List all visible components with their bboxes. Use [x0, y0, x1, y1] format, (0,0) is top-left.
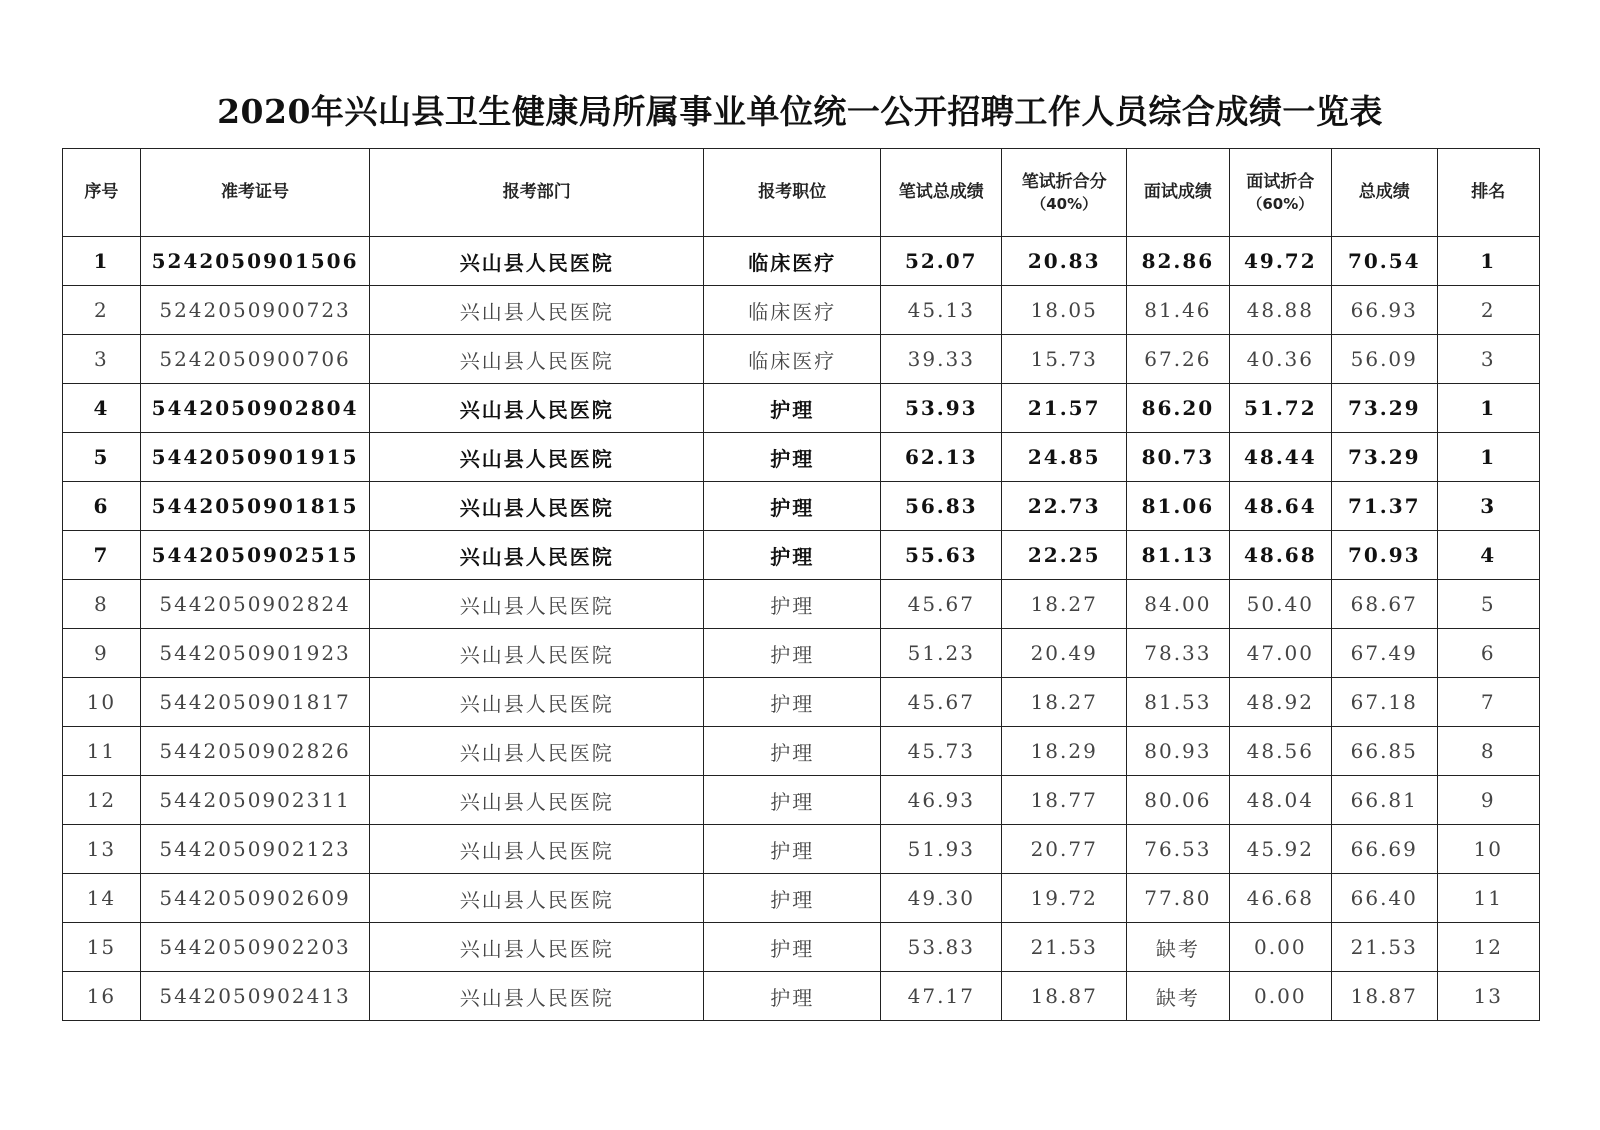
header-written-weighted-label: 笔试折合分	[1021, 171, 1107, 192]
cell-position: 护理	[704, 580, 881, 629]
cell-written-weighted: 21.53	[1002, 923, 1127, 972]
cell-exam-id: 5442050902609	[140, 874, 369, 923]
cell-written-total: 45.73	[881, 727, 1002, 776]
header-interview-weighted-pct: （60%）	[1247, 194, 1314, 213]
cell-department: 兴山县人民医院	[370, 384, 704, 433]
cell-position: 护理	[704, 433, 881, 482]
table-row	[63, 433, 1540, 482]
header-interview-weighted	[1229, 149, 1331, 237]
cell-total: 71.37	[1332, 482, 1438, 531]
cell-interview: 81.06	[1127, 482, 1229, 531]
table-row	[63, 678, 1540, 727]
cell-department: 兴山县人民医院	[370, 825, 704, 874]
header-written-weighted-pct: （40%）	[1031, 194, 1098, 213]
cell-position: 护理	[704, 727, 881, 776]
cell-interview: 76.53	[1127, 825, 1229, 874]
cell-written-total: 52.07	[881, 237, 1002, 286]
cell-seq: 10	[63, 678, 141, 727]
cell-total: 56.09	[1332, 335, 1438, 384]
cell-department: 兴山县人民医院	[370, 482, 704, 531]
cell-interview: 86.20	[1127, 384, 1229, 433]
cell-written-weighted: 19.72	[1002, 874, 1127, 923]
table-row	[63, 335, 1540, 384]
cell-total: 66.93	[1332, 286, 1438, 335]
cell-interview-weighted: 51.72	[1229, 384, 1331, 433]
header-written-weighted	[1002, 149, 1127, 237]
cell-seq: 6	[63, 482, 141, 531]
cell-rank: 9	[1437, 776, 1539, 825]
cell-written-total: 45.67	[881, 580, 1002, 629]
cell-total: 67.49	[1332, 629, 1438, 678]
cell-exam-id: 5442050901817	[140, 678, 369, 727]
cell-position: 护理	[704, 482, 881, 531]
cell-department: 兴山县人民医院	[370, 629, 704, 678]
cell-position: 临床医疗	[704, 335, 881, 384]
cell-interview-weighted: 49.72	[1229, 237, 1331, 286]
cell-position: 护理	[704, 531, 881, 580]
cell-total: 70.93	[1332, 531, 1438, 580]
cell-written-weighted: 18.27	[1002, 580, 1127, 629]
cell-written-weighted: 15.73	[1002, 335, 1127, 384]
cell-exam-id: 5442050902203	[140, 923, 369, 972]
cell-department: 兴山县人民医院	[370, 580, 704, 629]
cell-interview: 82.86	[1127, 237, 1229, 286]
cell-seq: 15	[63, 923, 141, 972]
cell-written-total: 51.23	[881, 629, 1002, 678]
cell-written-total: 51.93	[881, 825, 1002, 874]
cell-total: 70.54	[1332, 237, 1438, 286]
cell-interview-weighted: 48.44	[1229, 433, 1331, 482]
cell-seq: 11	[63, 727, 141, 776]
cell-rank: 1	[1437, 433, 1539, 482]
cell-seq: 7	[63, 531, 141, 580]
cell-written-total: 45.67	[881, 678, 1002, 727]
header-interview-weighted-label: 面试折合	[1246, 171, 1315, 192]
cell-interview: 缺考	[1127, 972, 1229, 1021]
table-body	[63, 237, 1540, 1021]
cell-interview: 缺考	[1127, 923, 1229, 972]
cell-written-total: 62.13	[881, 433, 1002, 482]
cell-written-weighted: 18.29	[1002, 727, 1127, 776]
cell-seq: 12	[63, 776, 141, 825]
cell-interview-weighted: 40.36	[1229, 335, 1331, 384]
cell-position: 护理	[704, 629, 881, 678]
cell-interview-weighted: 0.00	[1229, 923, 1331, 972]
table-row	[63, 629, 1540, 678]
cell-written-weighted: 18.27	[1002, 678, 1127, 727]
cell-written-weighted: 22.73	[1002, 482, 1127, 531]
cell-total: 68.67	[1332, 580, 1438, 629]
table-row	[63, 923, 1540, 972]
cell-rank: 12	[1437, 923, 1539, 972]
cell-seq: 16	[63, 972, 141, 1021]
cell-rank: 7	[1437, 678, 1539, 727]
cell-written-weighted: 21.57	[1002, 384, 1127, 433]
cell-rank: 8	[1437, 727, 1539, 776]
cell-total: 73.29	[1332, 433, 1438, 482]
cell-seq: 14	[63, 874, 141, 923]
table-row	[63, 580, 1540, 629]
cell-rank: 4	[1437, 531, 1539, 580]
cell-written-weighted: 18.77	[1002, 776, 1127, 825]
cell-total: 18.87	[1332, 972, 1438, 1021]
header-written-total: 笔试总成绩	[881, 149, 1002, 237]
cell-total: 66.40	[1332, 874, 1438, 923]
cell-department: 兴山县人民医院	[370, 874, 704, 923]
cell-rank: 2	[1437, 286, 1539, 335]
cell-exam-id: 5442050901915	[140, 433, 369, 482]
cell-position: 护理	[704, 923, 881, 972]
cell-total: 67.18	[1332, 678, 1438, 727]
cell-total: 73.29	[1332, 384, 1438, 433]
table-row	[63, 384, 1540, 433]
cell-department: 兴山县人民医院	[370, 727, 704, 776]
cell-rank: 5	[1437, 580, 1539, 629]
cell-position: 护理	[704, 874, 881, 923]
header-interview: 面试成绩	[1127, 149, 1229, 237]
cell-interview-weighted: 50.40	[1229, 580, 1331, 629]
cell-position: 临床医疗	[704, 237, 881, 286]
table-row	[63, 874, 1540, 923]
cell-position: 护理	[704, 776, 881, 825]
cell-seq: 9	[63, 629, 141, 678]
cell-interview: 84.00	[1127, 580, 1229, 629]
cell-exam-id: 5442050901815	[140, 482, 369, 531]
cell-interview: 81.46	[1127, 286, 1229, 335]
header-seq: 序号	[63, 149, 141, 237]
cell-interview-weighted: 48.64	[1229, 482, 1331, 531]
cell-interview-weighted: 45.92	[1229, 825, 1331, 874]
cell-interview: 80.73	[1127, 433, 1229, 482]
cell-seq: 5	[63, 433, 141, 482]
cell-total: 21.53	[1332, 923, 1438, 972]
cell-written-total: 56.83	[881, 482, 1002, 531]
cell-interview-weighted: 48.68	[1229, 531, 1331, 580]
cell-written-total: 53.93	[881, 384, 1002, 433]
cell-written-weighted: 20.49	[1002, 629, 1127, 678]
cell-position: 护理	[704, 384, 881, 433]
cell-department: 兴山县人民医院	[370, 972, 704, 1021]
header-exam-id: 准考证号	[140, 149, 369, 237]
cell-written-weighted: 18.87	[1002, 972, 1127, 1021]
cell-interview-weighted: 0.00	[1229, 972, 1331, 1021]
cell-rank: 13	[1437, 972, 1539, 1021]
table-row	[63, 482, 1540, 531]
cell-exam-id: 5242050901506	[140, 237, 369, 286]
cell-position: 护理	[704, 678, 881, 727]
cell-interview: 80.93	[1127, 727, 1229, 776]
cell-exam-id: 5442050902826	[140, 727, 369, 776]
cell-rank: 11	[1437, 874, 1539, 923]
cell-written-weighted: 22.25	[1002, 531, 1127, 580]
cell-interview: 77.80	[1127, 874, 1229, 923]
cell-rank: 1	[1437, 384, 1539, 433]
cell-written-weighted: 20.83	[1002, 237, 1127, 286]
cell-seq: 8	[63, 580, 141, 629]
cell-exam-id: 5442050902804	[140, 384, 369, 433]
cell-department: 兴山县人民医院	[370, 237, 704, 286]
cell-interview: 67.26	[1127, 335, 1229, 384]
cell-department: 兴山县人民医院	[370, 335, 704, 384]
cell-exam-id: 5442050902515	[140, 531, 369, 580]
cell-seq: 4	[63, 384, 141, 433]
cell-exam-id: 5442050902413	[140, 972, 369, 1021]
cell-rank: 1	[1437, 237, 1539, 286]
cell-department: 兴山县人民医院	[370, 433, 704, 482]
cell-seq: 3	[63, 335, 141, 384]
cell-written-weighted: 20.77	[1002, 825, 1127, 874]
cell-seq: 13	[63, 825, 141, 874]
table-row	[63, 972, 1540, 1021]
cell-exam-id: 5442050902824	[140, 580, 369, 629]
cell-interview-weighted: 48.92	[1229, 678, 1331, 727]
cell-department: 兴山县人民医院	[370, 531, 704, 580]
table-row	[63, 776, 1540, 825]
cell-position: 护理	[704, 972, 881, 1021]
page-title: 2020年兴山县卫生健康局所属事业单位统一公开招聘工作人员综合成绩一览表	[217, 92, 1383, 131]
cell-rank: 10	[1437, 825, 1539, 874]
cell-total: 66.81	[1332, 776, 1438, 825]
results-table	[62, 148, 1540, 1021]
cell-interview: 81.53	[1127, 678, 1229, 727]
header-total: 总成绩	[1332, 149, 1438, 237]
cell-exam-id: 5442050901923	[140, 629, 369, 678]
cell-written-weighted: 18.05	[1002, 286, 1127, 335]
cell-written-total: 47.17	[881, 972, 1002, 1021]
header-row	[63, 149, 1540, 237]
cell-interview: 81.13	[1127, 531, 1229, 580]
cell-written-total: 45.13	[881, 286, 1002, 335]
header-position: 报考职位	[704, 149, 881, 237]
cell-rank: 3	[1437, 335, 1539, 384]
cell-interview-weighted: 48.88	[1229, 286, 1331, 335]
cell-interview: 78.33	[1127, 629, 1229, 678]
cell-interview-weighted: 46.68	[1229, 874, 1331, 923]
cell-position: 护理	[704, 825, 881, 874]
cell-interview-weighted: 47.00	[1229, 629, 1331, 678]
cell-interview: 80.06	[1127, 776, 1229, 825]
cell-seq: 2	[63, 286, 141, 335]
cell-department: 兴山县人民医院	[370, 923, 704, 972]
cell-rank: 3	[1437, 482, 1539, 531]
table-row	[63, 237, 1540, 286]
cell-written-total: 53.83	[881, 923, 1002, 972]
cell-interview-weighted: 48.04	[1229, 776, 1331, 825]
header-rank: 排名	[1437, 149, 1539, 237]
table-row	[63, 727, 1540, 776]
cell-written-total: 39.33	[881, 335, 1002, 384]
cell-exam-id: 5442050902311	[140, 776, 369, 825]
cell-exam-id: 5242050900706	[140, 335, 369, 384]
cell-department: 兴山县人民医院	[370, 678, 704, 727]
cell-position: 临床医疗	[704, 286, 881, 335]
cell-total: 66.85	[1332, 727, 1438, 776]
table-row	[63, 531, 1540, 580]
cell-written-weighted: 24.85	[1002, 433, 1127, 482]
cell-total: 66.69	[1332, 825, 1438, 874]
header-department: 报考部门	[370, 149, 704, 237]
cell-department: 兴山县人民医院	[370, 286, 704, 335]
cell-seq: 1	[63, 237, 141, 286]
cell-written-total: 46.93	[881, 776, 1002, 825]
table-row	[63, 286, 1540, 335]
cell-rank: 6	[1437, 629, 1539, 678]
cell-exam-id: 5242050900723	[140, 286, 369, 335]
cell-department: 兴山县人民医院	[370, 776, 704, 825]
cell-written-total: 49.30	[881, 874, 1002, 923]
cell-exam-id: 5442050902123	[140, 825, 369, 874]
table-row	[63, 825, 1540, 874]
cell-interview-weighted: 48.56	[1229, 727, 1331, 776]
cell-written-total: 55.63	[881, 531, 1002, 580]
